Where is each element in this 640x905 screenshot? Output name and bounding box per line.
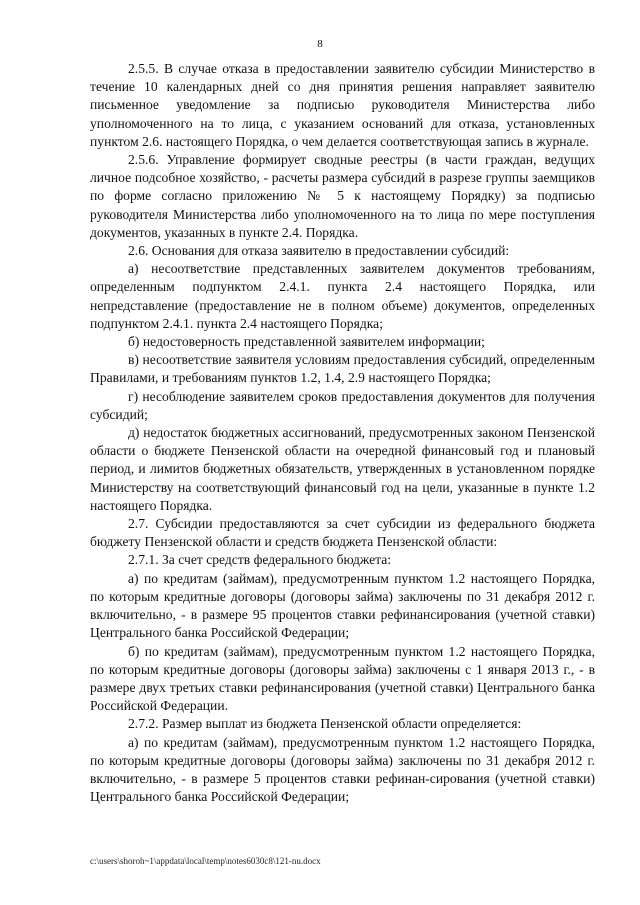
paragraph-2-6: 2.6. Основания для отказа заявителю в предоставлении субсидий: xyxy=(128,243,510,259)
paragraph-2-6-g: г) несоблюдение заявителем сроков предоставления документов для получения субсидий; xyxy=(90,388,595,422)
paragraph-2-7-2-a: а) по кредитам (займам), предусмотренным пунктом 1.2 настоящего Порядка, по которым кредитные договоры (договоры займа) заключены по 31 декабря 2012 г. включительно, - в размере 5 процентов ставки рефинан-сирования (учетной ставки) Центрального банка Российской Федерации; xyxy=(90,734,595,805)
paragraph-2-6-a: а) несоответствие представленных заявителем документов требованиям, определенным подпунктом 2.4.1. пункта 2.4 настоящего Порядка, или непредставление (предоставление не в полном объеме) документов, определенных подпунктом 2.4.1. пункта 2.4 настоящего Порядка; xyxy=(90,261,595,331)
footer-file-path: c:\users\shoroh~1\appdata\local\temp\notes6030c8\121-nu.docx xyxy=(90,856,321,866)
paragraph-2-6-d: д) недостаток бюджетных ассигнований, предусмотренных законом Пензенской области о бюджете Пензенской области на очередной финансовый год и плановый период, и лимитов бюджетных обязательств, утвержденных в установленном порядке Министерству на соответствующий финансовый год на цели, указанные в пункте 1.2 настоящего Порядка. xyxy=(90,425,595,513)
paragraph-2-7-2: 2.7.2. Размер выплат из бюджета Пензенской области определяется: xyxy=(128,716,522,732)
paragraph-2-6-b: б) недостоверность представленной заявителем информации; xyxy=(128,334,485,350)
paragraph-2-5-6: 2.5.6. Управление формирует сводные реестры (в части граждан, ведущих личное подсобное хозяйство, - расчеты размера субсидий в разрезе группы заемщиков по форме согласно приложению № 5 к настоящему Порядку) за подписью руководителя Министерства либо уполномоченного на то лица по мере поступления документов, указанных в пункте 2.4. Порядка. xyxy=(90,152,595,240)
page-number: 8 xyxy=(317,38,323,50)
paragraph-2-7-1-a: а) по кредитам (займам), предусмотренным пунктом 1.2 настоящего Порядка, по которым кредитные договоры (договоры займа) заключены по 31 декабря 2012 г. включительно, - в размере 95 процентов ставки рефинансирования (учетной ставки) Центрального банка Российской Федерации; xyxy=(90,570,595,641)
paragraph-2-6-v: в) несоответствие заявителя условиям предоставления субсидий, определенным Правилами, и требованиям пунктов 1.2, 1.4, 2.9 настоящего Порядка; xyxy=(90,352,595,386)
paragraph-2-7-1: 2.7.1. За счет средств федерального бюджета: xyxy=(128,552,392,568)
paragraph-2-5-5: 2.5.5. В случае отказа в предоставлении заявителю субсидии Министерство в течение 10 календарных дней со дня принятия решения направляет заявителю письменное уведомление за подписью руководителя Министерства либо уполномоченного на то лица, с указанием оснований для отказа, установленных пунктом 2.6. настоящего Порядка, о чем делается соответствующая запись в журнале. xyxy=(90,61,595,149)
paragraph-2-7-1-b: б) по кредитам (займам), предусмотренным пунктом 1.2 настоящего Порядка, по которым кредитные договоры (договоры займа) заключены с 1 января 2013 г., - в размере двух третьих ставки рефинансирования (учетной ставки) Центрального банка Российской Федерации. xyxy=(90,643,595,714)
document-body xyxy=(90,60,595,806)
paragraph-2-7: 2.7. Субсидии предоставляются за счет субсидии из федерального бюджета бюджету Пензенской области и средств бюджета Пензенской области: xyxy=(90,516,595,550)
